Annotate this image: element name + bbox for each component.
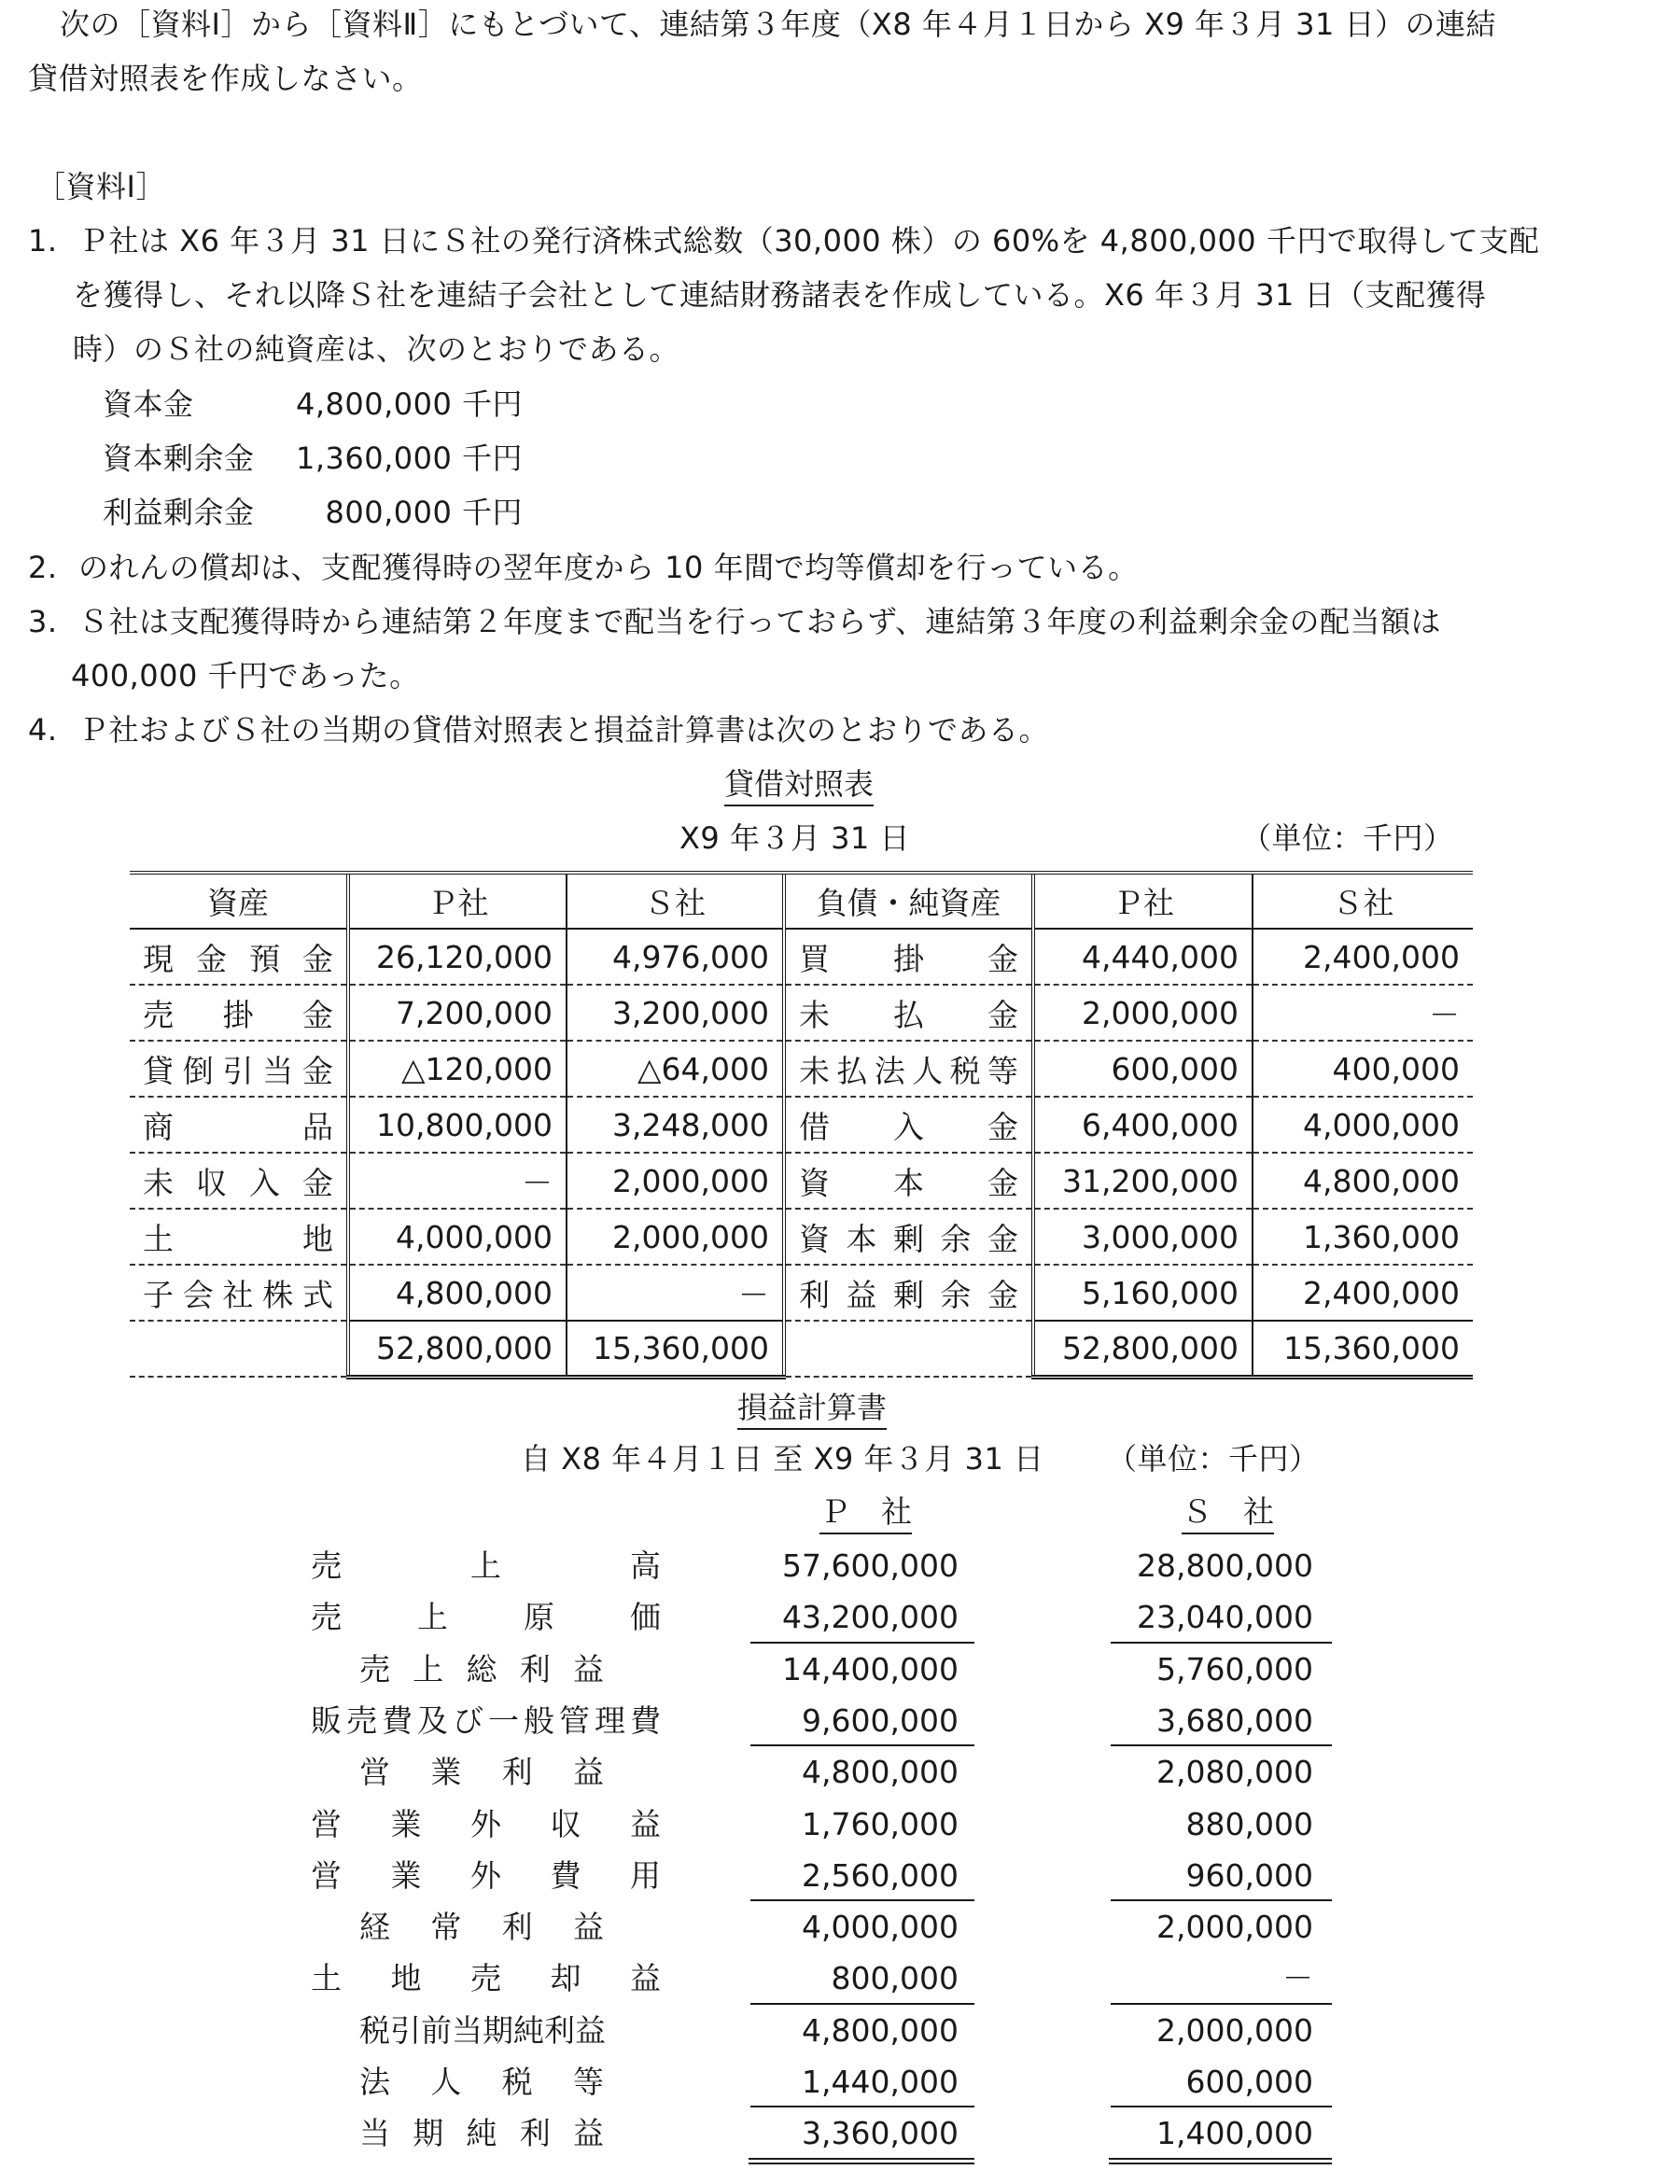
- material-heading: ［資料Ⅰ］: [35, 169, 166, 204]
- income-statement-label: 売上原価: [311, 1599, 661, 1636]
- income-statement-row: [0, 1591, 1680, 1643]
- asset-p-value: 7,200,000: [348, 985, 567, 1041]
- income-statement-row: [0, 2056, 1680, 2107]
- income-statement-p-value: 9,600,000: [802, 1701, 959, 1739]
- net-assets-label-capital-surplus: 資本剰余金: [103, 441, 255, 476]
- liability-label: 買掛金: [784, 929, 1033, 985]
- balance-sheet-table: [130, 871, 1473, 1379]
- income-statement-p-value: 4,800,000: [802, 1754, 959, 1791]
- net-assets-value-retained-earnings: 800,000 千円: [325, 495, 523, 530]
- item-4-number: 4.: [28, 712, 58, 748]
- income-statement-row: [0, 2005, 1680, 2056]
- liability-label: 資本剰余金: [784, 1209, 1033, 1265]
- asset-p-value: －: [348, 1153, 567, 1209]
- asset-label: 土地: [130, 1209, 348, 1265]
- asset-s-value: －: [567, 1265, 784, 1321]
- income-statement-label: 営業利益: [359, 1754, 604, 1791]
- income-statement-title: 損益計算書: [737, 1389, 887, 1430]
- header-assets: 資産: [130, 873, 348, 929]
- income-statement-s-value: 2,000,000: [1156, 2011, 1313, 2049]
- item-2-line-1: のれんの償却は、支配獲得時の翌年度から 10 年間で均等償却を行っている。: [78, 550, 1139, 585]
- balance-sheet-row: [130, 1265, 1473, 1321]
- income-statement-p-value: 1,440,000: [802, 2064, 959, 2100]
- balance-sheet-title: 貸借対照表: [724, 765, 874, 806]
- income-statement-row: [0, 1901, 1680, 1953]
- asset-p-value: 4,800,000: [348, 1265, 567, 1321]
- instruction-line-2: 貸借対照表を作成しなさい。: [28, 61, 423, 96]
- income-statement-row: [0, 2107, 1680, 2159]
- asset-p-value: 26,120,000: [348, 929, 567, 985]
- liability-p-value: 3,000,000: [1033, 1209, 1253, 1265]
- income-statement-label: 営業外費用: [311, 1856, 661, 1894]
- income-statement-label: 法人税等: [359, 2064, 604, 2100]
- item-1-number: 1.: [28, 223, 58, 259]
- income-statement-s-value: 1,400,000: [1156, 2115, 1313, 2152]
- balance-sheet-header-row: [130, 873, 1473, 929]
- income-statement-p-value: 14,400,000: [782, 1650, 959, 1687]
- balance-sheet-row: [130, 1041, 1473, 1097]
- income-statement-p-value: 4,000,000: [802, 1909, 959, 1946]
- net-assets-value-capital-surplus: 1,360,000 千円: [295, 441, 523, 476]
- liability-p-value: 600,000: [1033, 1041, 1253, 1097]
- balance-sheet-row: [130, 1153, 1473, 1209]
- liability-p-value: 2,000,000: [1033, 985, 1253, 1041]
- asset-s-value: 3,248,000: [567, 1097, 784, 1153]
- income-statement-col-s: Ｓ 社: [1182, 1491, 1274, 1534]
- asset-label: 未収入金: [130, 1153, 348, 1209]
- liability-p-value: 4,440,000: [1033, 929, 1253, 985]
- income-statement-s-value: 28,800,000: [1137, 1547, 1313, 1584]
- asset-total-label: [130, 1321, 348, 1377]
- asset-p-value: 4,000,000: [348, 1209, 567, 1265]
- income-statement-col-p: Ｐ 社: [819, 1491, 912, 1534]
- income-statement-label: 営業外収益: [311, 1805, 661, 1842]
- liability-s-value: －: [1253, 985, 1473, 1041]
- item-1-line-2: を獲得し、それ以降Ｓ社を連結子会社として連結財務諸表を作成している。X6 年３月 31 日（支配獲得: [73, 277, 1487, 313]
- asset-s-total: 15,360,000: [567, 1321, 784, 1377]
- liability-s-value: 2,400,000: [1253, 929, 1473, 985]
- income-statement-row: [0, 1799, 1680, 1850]
- balance-sheet-row: [130, 985, 1473, 1041]
- liability-p-total: 52,800,000: [1033, 1321, 1253, 1377]
- header-liab-s: Ｓ社: [1253, 873, 1473, 929]
- asset-label: 子会社株式: [130, 1265, 348, 1321]
- income-statement-row: [0, 1953, 1680, 2004]
- header-asset-p: Ｐ社: [348, 873, 567, 929]
- income-statement-p-value: 4,800,000: [802, 2011, 959, 2049]
- total-double-rule: [749, 2158, 974, 2164]
- income-statement-row: [0, 1695, 1680, 1746]
- asset-label: 現金預金: [130, 929, 348, 985]
- liability-p-value: 31,200,000: [1033, 1153, 1253, 1209]
- income-statement-p-value: 57,600,000: [782, 1547, 959, 1584]
- asset-label: 売掛金: [130, 985, 348, 1041]
- item-1-line-3: 時）のＳ社の純資産は、次のとおりである。: [73, 331, 680, 367]
- asset-s-value: 3,200,000: [567, 985, 784, 1041]
- liability-s-value: 4,800,000: [1253, 1153, 1473, 1209]
- asset-s-value: 2,000,000: [567, 1153, 784, 1209]
- income-statement-s-value: －: [1282, 1960, 1313, 1997]
- income-statement-label: 売上高: [311, 1547, 661, 1584]
- balance-sheet-unit: （単位：千円）: [1241, 820, 1454, 856]
- liability-label: 利益剰余金: [784, 1265, 1033, 1321]
- liability-p-value: 5,160,000: [1033, 1265, 1253, 1321]
- income-statement-p-value: 1,760,000: [802, 1805, 959, 1842]
- income-statement-s-value: 5,760,000: [1156, 1650, 1313, 1687]
- income-statement-period: 自 X8 年４月１日 至 X9 年３月 31 日: [521, 1441, 1044, 1477]
- balance-sheet-date: X9 年３月 31 日: [679, 820, 911, 856]
- liability-total-label: [784, 1321, 1033, 1377]
- income-statement-row: [0, 1644, 1680, 1695]
- liability-s-value: 2,400,000: [1253, 1265, 1473, 1321]
- net-assets-label-retained-earnings: 利益剰余金: [103, 495, 255, 530]
- asset-label: 商品: [130, 1097, 348, 1153]
- header-asset-s: Ｓ社: [567, 873, 784, 929]
- income-statement-label: 税引前当期純利益: [359, 2011, 606, 2049]
- income-statement-label: 土地売却益: [311, 1960, 661, 1997]
- income-statement-s-value: 2,080,000: [1156, 1754, 1313, 1791]
- income-statement-s-value: 960,000: [1185, 1856, 1313, 1894]
- item-4-line-1: Ｐ社およびＳ社の当期の貸借対照表と損益計算書は次のとおりである。: [78, 712, 1050, 748]
- net-assets-label-capital: 資本金: [103, 386, 194, 422]
- instruction-line-1: 次の［資料Ⅰ］から［資料Ⅱ］にもとづいて、連結第３年度（X8 年４月１日から X9 年３月 31 日）の連結: [60, 7, 1497, 42]
- header-liabilities: 負債・純資産: [784, 873, 1033, 929]
- item-3-number: 3.: [28, 604, 58, 639]
- balance-sheet-row: [130, 1209, 1473, 1265]
- net-assets-value-capital: 4,800,000 千円: [295, 386, 523, 422]
- liability-s-total: 15,360,000: [1253, 1321, 1473, 1377]
- asset-s-value: 4,976,000: [567, 929, 784, 985]
- asset-s-value: 2,000,000: [567, 1209, 784, 1265]
- item-1-line-1: Ｐ社は X6 年３月 31 日にＳ社の発行済株式総数（30,000 株）の 60%を 4,800,000 千円で取得して支配: [78, 223, 1540, 259]
- asset-p-total: 52,800,000: [348, 1321, 567, 1377]
- income-statement-s-value: 880,000: [1185, 1805, 1313, 1842]
- header-liab-p: Ｐ社: [1033, 873, 1253, 929]
- income-statement-unit: （単位：千円）: [1107, 1441, 1320, 1477]
- asset-s-value: △64,000: [567, 1041, 784, 1097]
- income-statement-p-value: 800,000: [831, 1960, 959, 1997]
- item-3-line-2: 400,000 千円であった。: [71, 658, 420, 693]
- liability-label: 未払法人税等: [784, 1041, 1033, 1097]
- balance-sheet-row: [130, 1097, 1473, 1153]
- balance-sheet-total-row: [130, 1321, 1473, 1377]
- income-statement-label: 売上総利益: [359, 1650, 604, 1687]
- income-statement-label: 当期純利益: [359, 2115, 604, 2152]
- income-statement-row: [0, 1540, 1680, 1591]
- asset-p-value: 10,800,000: [348, 1097, 567, 1153]
- asset-label: 貸倒引当金: [130, 1041, 348, 1097]
- item-2-number: 2.: [28, 550, 58, 585]
- asset-p-value: △120,000: [348, 1041, 567, 1097]
- income-statement-s-value: 2,000,000: [1156, 1909, 1313, 1946]
- liability-p-value: 6,400,000: [1033, 1097, 1253, 1153]
- balance-sheet-row: [130, 929, 1473, 985]
- liability-label: 資本金: [784, 1153, 1033, 1209]
- income-statement-p-value: 43,200,000: [782, 1599, 959, 1636]
- income-statement-label: 経常利益: [359, 1909, 604, 1946]
- income-statement-s-value: 3,680,000: [1156, 1701, 1313, 1739]
- item-3-line-1: Ｓ社は支配獲得時から連結第２年度まで配当を行っておらず、連結第３年度の利益剰余金の配当額は: [78, 604, 1441, 639]
- liability-label: 未払金: [784, 985, 1033, 1041]
- income-statement-row: [0, 1850, 1680, 1901]
- liability-s-value: 4,000,000: [1253, 1097, 1473, 1153]
- income-statement-s-value: 23,040,000: [1137, 1599, 1313, 1636]
- income-statement-p-value: 2,560,000: [802, 1856, 959, 1894]
- income-statement-p-value: 3,360,000: [802, 2115, 959, 2152]
- liability-label: 借入金: [784, 1097, 1033, 1153]
- liability-s-value: 400,000: [1253, 1041, 1473, 1097]
- income-statement-s-value: 600,000: [1185, 2064, 1313, 2100]
- income-statement-label: 販売費及び一般管理費: [311, 1701, 661, 1739]
- liability-s-value: 1,360,000: [1253, 1209, 1473, 1265]
- total-double-rule: [1109, 2158, 1332, 2164]
- income-statement-row: [0, 1746, 1680, 1798]
